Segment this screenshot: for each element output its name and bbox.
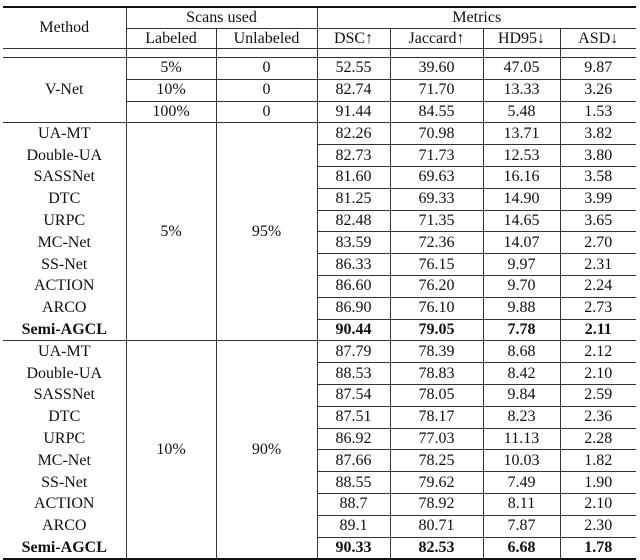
jaccard-cell: 76.15 <box>390 254 483 276</box>
dsc-cell: 82.73 <box>317 145 390 167</box>
asd-cell: 3.80 <box>560 145 636 167</box>
method-cell: URPC <box>3 210 126 232</box>
table-row <box>3 428 636 450</box>
asd-cell: 2.10 <box>560 493 636 515</box>
header-asd: ASD↓ <box>578 29 619 47</box>
asd-cell: 3.65 <box>560 210 636 232</box>
jaccard-cell: 76.10 <box>390 297 483 319</box>
table-row <box>3 493 636 515</box>
method-cell: SS-Net <box>3 254 126 276</box>
method-cell: MC-Net <box>3 232 126 254</box>
hd95-cell: 13.71 <box>483 123 560 145</box>
jaccard-cell: 71.70 <box>390 79 483 101</box>
table-row <box>3 319 636 341</box>
asd-cell: 2.24 <box>560 275 636 297</box>
dsc-cell: 52.55 <box>317 58 390 80</box>
hd95-cell: 13.33 <box>483 79 560 101</box>
hd95-cell: 6.68 <box>483 537 560 559</box>
labeled-cell: 10% <box>126 79 216 101</box>
table-row <box>3 515 636 537</box>
table-row <box>3 145 636 167</box>
hd95-cell: 14.90 <box>483 188 560 210</box>
method-cell: URPC <box>3 428 126 450</box>
table-row <box>3 472 636 494</box>
dsc-cell: 86.90 <box>317 297 390 319</box>
method-cell: UA-MT <box>3 123 126 145</box>
asd-cell: 2.36 <box>560 406 636 428</box>
table-row <box>3 297 636 319</box>
header-dsc: DSC↑ <box>317 29 390 49</box>
hd95-cell: 47.05 <box>483 58 560 80</box>
header-scans-used: Scans used <box>126 7 317 29</box>
dsc-cell: 89.1 <box>317 515 390 537</box>
jaccard-cell: 78.17 <box>390 406 483 428</box>
dsc-cell: 90.33 <box>317 537 390 559</box>
dsc-cell: 83.59 <box>317 232 390 254</box>
asd-cell: 1.53 <box>560 101 636 123</box>
unlabeled-cell: 0 <box>216 101 317 123</box>
hd95-cell: 8.23 <box>483 406 560 428</box>
asd-cell: 3.99 <box>560 188 636 210</box>
jaccard-cell: 79.05 <box>390 319 483 341</box>
asd-cell: 2.28 <box>560 428 636 450</box>
asd-cell: 2.11 <box>560 319 636 341</box>
header-metrics: Metrics <box>317 7 636 29</box>
hd95-cell: 9.88 <box>483 297 560 319</box>
asd-cell: 2.59 <box>560 384 636 406</box>
dsc-cell: 87.66 <box>317 450 390 472</box>
asd-cell: 3.26 <box>560 79 636 101</box>
header-method: Method <box>3 7 126 49</box>
asd-cell: 9.87 <box>560 58 636 80</box>
header-jaccard: Jaccard↑ <box>390 29 483 49</box>
hd95-cell: 5.48 <box>483 101 560 123</box>
asd-cell: 2.70 <box>560 232 636 254</box>
unlabeled-cell: 0 <box>216 79 317 101</box>
jaccard-cell: 69.63 <box>390 166 483 188</box>
table-row <box>3 275 636 297</box>
table-row <box>3 58 636 80</box>
method-cell: ARCO <box>3 515 126 537</box>
jaccard-cell: 78.92 <box>390 493 483 515</box>
table-row <box>3 363 636 385</box>
method-cell: Double-UA <box>3 145 126 167</box>
table-row <box>3 406 636 428</box>
asd-cell: 3.82 <box>560 123 636 145</box>
table-row <box>3 254 636 276</box>
asd-cell: 3.58 <box>560 166 636 188</box>
table-row <box>3 232 636 254</box>
hd95-cell: 7.49 <box>483 472 560 494</box>
labeled-cell: 10% <box>126 341 216 559</box>
method-cell: V-Net <box>3 58 126 123</box>
asd-cell: 1.82 <box>560 450 636 472</box>
method-cell: ACTION <box>3 275 126 297</box>
dsc-cell: 82.26 <box>317 123 390 145</box>
labeled-cell: 5% <box>126 123 216 341</box>
method-cell: Semi-AGCL <box>3 319 126 341</box>
jaccard-cell: 82.53 <box>390 537 483 559</box>
dsc-cell: 82.74 <box>317 79 390 101</box>
hd95-cell: 10.03 <box>483 450 560 472</box>
dsc-cell: 81.60 <box>317 166 390 188</box>
header-unlabeled: Unlabeled <box>216 29 317 49</box>
hd95-cell: 9.97 <box>483 254 560 276</box>
asd-cell: 2.10 <box>560 363 636 385</box>
method-cell: SASSNet <box>3 384 126 406</box>
hd95-cell: 9.70 <box>483 275 560 297</box>
hd95-cell: 9.84 <box>483 384 560 406</box>
jaccard-cell: 80.71 <box>390 515 483 537</box>
header-hd95: HD95↓ <box>483 29 560 49</box>
hd95-cell: 12.53 <box>483 145 560 167</box>
method-cell: ARCO <box>3 297 126 319</box>
results-table <box>3 6 636 560</box>
hd95-cell: 11.13 <box>483 428 560 450</box>
jaccard-cell: 78.25 <box>390 450 483 472</box>
dsc-cell: 81.25 <box>317 188 390 210</box>
labeled-cell: 100% <box>126 101 216 123</box>
method-cell: DTC <box>3 188 126 210</box>
method-cell: Semi-AGCL <box>3 537 126 559</box>
hd95-cell: 8.68 <box>483 341 560 363</box>
hd95-cell: 7.87 <box>483 515 560 537</box>
hd95-cell: 8.11 <box>483 493 560 515</box>
asd-cell: 2.73 <box>560 297 636 319</box>
asd-cell: 2.12 <box>560 341 636 363</box>
method-cell: UA-MT <box>3 341 126 363</box>
asd-cell: 1.90 <box>560 472 636 494</box>
dsc-cell: 88.7 <box>317 493 390 515</box>
method-cell: DTC <box>3 406 126 428</box>
table-row <box>3 450 636 472</box>
dsc-cell: 86.60 <box>317 275 390 297</box>
asd-cell: 2.31 <box>560 254 636 276</box>
method-cell: Double-UA <box>3 363 126 385</box>
jaccard-cell: 71.73 <box>390 145 483 167</box>
dsc-cell: 87.79 <box>317 341 390 363</box>
jaccard-cell: 78.05 <box>390 384 483 406</box>
dsc-cell: 91.44 <box>317 101 390 123</box>
dsc-cell: 87.51 <box>317 406 390 428</box>
method-cell: SASSNet <box>3 166 126 188</box>
group-10pct-section <box>3 341 636 559</box>
dsc-cell: 90.44 <box>317 319 390 341</box>
table-row <box>3 210 636 232</box>
dsc-cell: 87.54 <box>317 384 390 406</box>
jaccard-cell: 77.03 <box>390 428 483 450</box>
hd95-cell: 8.42 <box>483 363 560 385</box>
jaccard-cell: 76.20 <box>390 275 483 297</box>
hd95-cell: 14.07 <box>483 232 560 254</box>
jaccard-cell: 69.33 <box>390 188 483 210</box>
header-labeled: Labeled <box>126 29 216 49</box>
dsc-cell: 88.55 <box>317 472 390 494</box>
hd95-cell: 7.78 <box>483 319 560 341</box>
jaccard-cell: 84.55 <box>390 101 483 123</box>
method-cell: MC-Net <box>3 450 126 472</box>
vnet-section <box>3 49 636 123</box>
table-row <box>3 384 636 406</box>
table-row <box>3 123 636 145</box>
table-row <box>3 537 636 559</box>
jaccard-cell: 79.62 <box>390 472 483 494</box>
jaccard-cell: 72.36 <box>390 232 483 254</box>
hd95-cell: 14.65 <box>483 210 560 232</box>
method-cell: SS-Net <box>3 472 126 494</box>
jaccard-cell: 78.39 <box>390 341 483 363</box>
labeled-cell: 5% <box>126 58 216 80</box>
table-row <box>3 188 636 210</box>
asd-cell: 1.78 <box>560 537 636 559</box>
jaccard-cell: 70.98 <box>390 123 483 145</box>
unlabeled-cell: 0 <box>216 58 317 80</box>
dsc-cell: 86.33 <box>317 254 390 276</box>
dsc-cell: 88.53 <box>317 363 390 385</box>
unlabeled-cell: 95% <box>216 123 317 341</box>
jaccard-cell: 39.60 <box>390 58 483 80</box>
hd95-cell: 16.16 <box>483 166 560 188</box>
jaccard-cell: 78.83 <box>390 363 483 385</box>
asd-cell: 2.30 <box>560 515 636 537</box>
table-row <box>3 341 636 363</box>
group-5pct-section <box>3 123 636 341</box>
unlabeled-cell: 90% <box>216 341 317 559</box>
dsc-cell: 82.48 <box>317 210 390 232</box>
jaccard-cell: 71.35 <box>390 210 483 232</box>
method-cell: ACTION <box>3 493 126 515</box>
table-row <box>3 166 636 188</box>
dsc-cell: 86.92 <box>317 428 390 450</box>
